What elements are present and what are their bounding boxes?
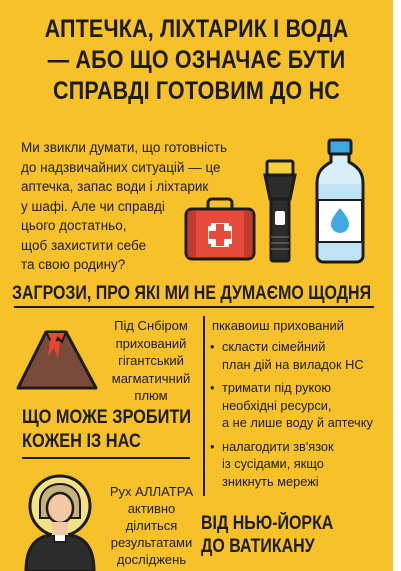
divider	[22, 457, 190, 459]
volcano-line: Під Снбіром	[114, 318, 188, 333]
threats-heading: ЗАГРОЗИ, ПРО ЯКІ МИ НЕ ДУМАЄМО ЩОДНЯ	[12, 283, 372, 304]
intro-line: до надзвичайних ситуацій — це	[21, 159, 221, 175]
person-halo-icon	[18, 470, 102, 571]
volcano-line: гігантський	[118, 353, 184, 368]
heading-line: ЩО МОЖЕ ЗРОБИТИ	[22, 407, 192, 428]
water-bottle-icon	[314, 138, 366, 266]
first-aid-kit-icon	[184, 197, 256, 263]
allatra-line: ділиться	[125, 518, 178, 533]
volcano-text	[101, 317, 201, 405]
list-item	[210, 438, 390, 491]
heading-line: ДО ВАТИКАНУ	[201, 536, 315, 557]
list-item-line: із сусідами, якщо	[222, 456, 324, 471]
intro-line: Ми звикли думати, що готовність	[21, 140, 228, 155]
intro-line: щоб захистити себе	[21, 237, 147, 253]
allatra-text	[104, 483, 199, 568]
volcano-icon	[14, 318, 100, 390]
new-york-vatican-heading	[201, 512, 333, 558]
list-item-line: план дій на виладок НС	[222, 356, 364, 372]
intro-line: у шафі. Але чи справді	[21, 198, 165, 214]
heading-line: КОЖЕН ІЗ НАС	[22, 431, 141, 452]
list-item	[210, 338, 390, 373]
intro-line: аптечка, запас води і ліхтарик	[21, 179, 209, 194]
flashlight-icon	[262, 159, 298, 265]
column-divider	[203, 316, 205, 496]
list-item-line: • тримати під рукою	[222, 380, 331, 395]
title-line-1: АПТЕЧКА, ЛІХТАРИК І ВОДА	[44, 15, 349, 43]
volcano-line: плюм	[134, 388, 168, 403]
intro-line: та свою родину?	[21, 257, 126, 272]
list-item-line: необхідні ресурси,	[222, 397, 332, 413]
volcano-line: прихований	[115, 335, 187, 351]
allatra-line: досліджень	[116, 552, 187, 567]
what-can-we-do-heading	[22, 406, 191, 454]
right-column-heading: пккавоиш прихований	[212, 318, 345, 333]
allatra-line: результатами	[110, 535, 193, 550]
heading-line: ВІД НЬЮ-ЙОРКА	[201, 513, 334, 534]
intro-line: цього достатньо,	[21, 218, 127, 233]
list-item	[210, 379, 390, 432]
list-item-line: зникнуть мережі	[222, 473, 319, 489]
title-line-2: — АБО ЩО ОЗНАЧАЄ БУТИ	[47, 46, 346, 74]
volcano-line: магматичний	[111, 370, 191, 386]
page-title	[28, 14, 366, 107]
allatra-line: активно	[127, 501, 176, 516]
divider	[14, 306, 374, 308]
title-line-3: СПРАВДІ ГОТОВИМ ДО НС	[53, 77, 340, 105]
list-item-line: • скласти сімейний	[222, 339, 326, 354]
action-list	[210, 338, 390, 496]
list-item-line: • налагодити зв'язок	[222, 438, 334, 454]
list-item-line: а не лише воду й аптечку	[222, 415, 373, 430]
allatra-line: Рух АЛЛАТРА	[109, 484, 194, 499]
